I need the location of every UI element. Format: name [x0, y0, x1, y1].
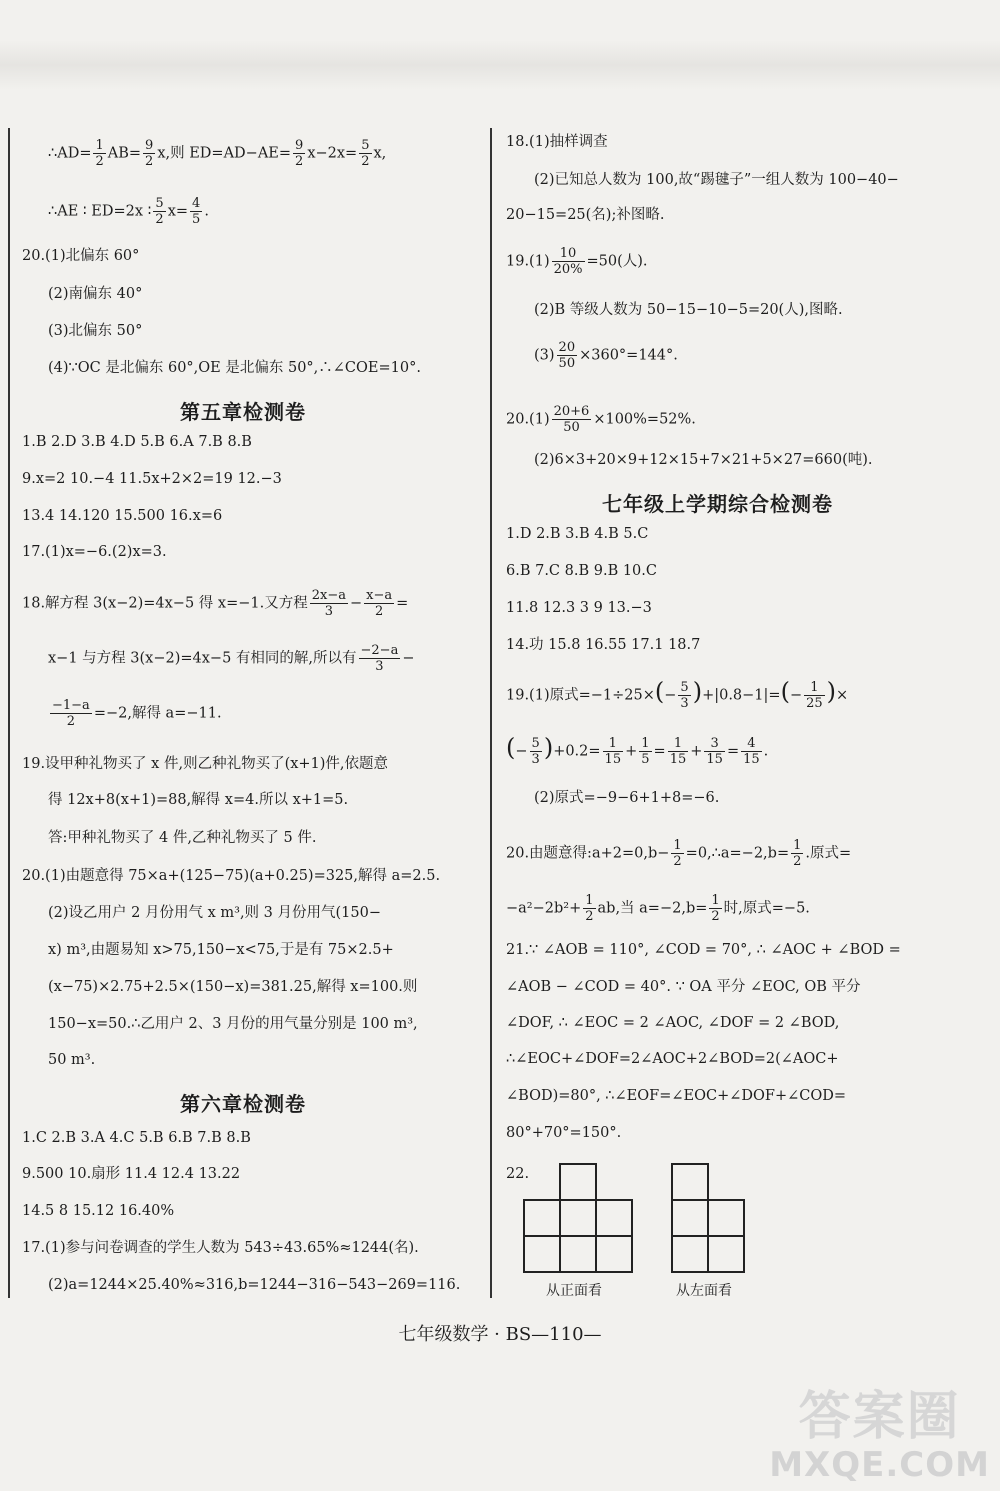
- c6-answers-1: 1.C 2.B 3.A 4.C 5.B 6.B 7.B 8.B: [22, 1130, 251, 1146]
- line-ae-ed-ratio: ∴AE ∶ ED=2x ∶ $\frac{5}{2}$ x= $\frac{4}{5}$ .: [48, 196, 209, 227]
- fraction: $\frac{5}{2}$: [155, 196, 164, 227]
- fraction: $\frac{1}{2}$: [793, 838, 802, 869]
- fraction: $\frac{20}{50}$: [558, 340, 576, 371]
- r19-line2: (2)B 等级人数为 50−15−10−5=20(人),图略.: [534, 302, 843, 318]
- front-view-caption: 从正面看: [546, 1283, 602, 1299]
- fraction: $\frac{-2-a}{3}$: [360, 643, 399, 674]
- fraction: $\frac{10}{20\%}$: [553, 246, 583, 277]
- fraction: $\frac{20+6}{50}$: [553, 404, 590, 435]
- c5-q19-line2: 得 12x+8(x+1)=88,解得 x=4.所以 x+1=5.: [48, 792, 349, 808]
- fraction: $\frac{9}{2}$: [145, 138, 154, 169]
- r19-line1: 19.(1) $\frac{10}{20\%}$ =50(人).: [506, 246, 648, 277]
- fraction: $\frac{1}{2}$: [673, 838, 682, 869]
- s21-line3: ∠DOF, ∴ ∠EOC = 2 ∠AOC, ∠DOF = 2 ∠BOD,: [506, 1015, 840, 1031]
- s20-line2: −a²−2b²+ $\frac{1}{2}$ ab,当 a=−2,b= $\frac{1}{2}$ 时,原式=−5.: [506, 893, 810, 924]
- c5-q20-line3: x) m³,由题易知 x>75,150−x<75,于是有 75×2.5+: [48, 942, 394, 958]
- cube-face: [560, 1164, 596, 1200]
- fraction: $\frac{1}{15}$: [604, 736, 622, 767]
- fraction: $\frac{9}{2}$: [295, 138, 304, 169]
- s20-line1: 20.由题意得:a+2=0,b− $\frac{1}{2}$ =0,∴a=−2,b= $\frac{1}{2}$ .原式=: [506, 838, 852, 869]
- fraction: $\frac{2x-a}{3}$: [311, 588, 346, 619]
- cube-face: [524, 1200, 560, 1236]
- chapter5-heading: 第五章检测卷: [180, 400, 306, 424]
- fraction: $\frac{1}{2}$: [711, 893, 720, 924]
- r20-line1: 20.(1) $\frac{20+6}{50}$ ×100%=52%.: [506, 404, 696, 435]
- fraction: $\frac{1}{5}$: [641, 736, 650, 767]
- fraction: $\frac{1}{15}$: [669, 736, 687, 767]
- c6-q17-line2: (2)a=1244×25.40%≈316,b=1244−316−543−269=116.: [48, 1277, 461, 1293]
- c5-q20-line1: 20.(1)由题意得 75×a+(125−75)(a+0.25)=325,解得 a=2.5.: [22, 868, 441, 884]
- column-divider: [490, 128, 492, 1298]
- c5-q20-line6: 50 m³.: [48, 1052, 96, 1068]
- fraction: $\frac{4}{15}$: [743, 736, 760, 767]
- c5-q20-line4: (x−75)×2.75+2.5×(150−x)=381.25,解得 x=100.则: [48, 979, 418, 995]
- s21-line4: ∴∠EOC+∠DOF=2∠AOC+2∠BOD=2(∠AOC+: [506, 1051, 839, 1067]
- fraction: $\frac{1}{2}$: [95, 138, 104, 169]
- s-answers-3: 11.8 12.3 3 9 13.−3: [506, 600, 652, 616]
- s21-line5: ∠BOD)=80°, ∴∠EOF=∠EOC+∠DOF+∠COD=: [506, 1088, 847, 1104]
- cube-face: [596, 1236, 632, 1272]
- fraction: $\frac{1}{25}$: [806, 680, 823, 711]
- cube-face: [672, 1164, 708, 1200]
- cube-face: [560, 1236, 596, 1272]
- chapter6-heading: 第六章检测卷: [180, 1092, 306, 1116]
- c5-q18-line3: $\frac{-1-a}{2}$ =−2,解得 a=−11.: [52, 698, 222, 729]
- cube-face: [708, 1200, 744, 1236]
- cube-face: [596, 1200, 632, 1236]
- page-footer: 七年级数学 · BS—110—: [398, 1324, 602, 1345]
- s19-line1: 19.(1)原式=−1÷25×(− $\frac{5}{3}$ )+|0.8−1|=(− $\frac{1}{25}$ )×: [506, 677, 849, 711]
- watermark-logo: [769, 1374, 990, 1485]
- watermark-main: 答案圈: [798, 1387, 961, 1447]
- fraction: $\frac{1}{2}$: [585, 893, 594, 924]
- c5-answers-1: 1.B 2.D 3.B 4.D 5.B 6.A 7.B 8.B: [22, 434, 252, 450]
- fraction: $\frac{4}{5}$: [192, 196, 201, 227]
- s21-line2: ∠AOB − ∠COD = 40°. ∵ OA 平分 ∠EOC, OB 平分: [506, 979, 861, 995]
- left-view-caption: 从左面看: [676, 1283, 732, 1299]
- cube-face: [672, 1200, 708, 1236]
- r18-line2: (2)已知总人数为 100,故“踢毽子”一组人数为 100−40−: [534, 172, 899, 188]
- c6-answers-2: 9.500 10.扇形 11.4 12.4 13.22: [22, 1166, 241, 1182]
- s22-label: 22.: [506, 1166, 530, 1182]
- s21-line1: 21.∵ ∠AOB = 110°, ∠COD = 70°, ∴ ∠AOC + ∠BOD =: [506, 942, 901, 958]
- cube-face: [560, 1200, 596, 1236]
- cube-face: [672, 1236, 708, 1272]
- c5-q20-line2: (2)设乙用户 2 月份用气 x m³,则 3 月份用气(150−: [48, 905, 381, 921]
- line-ad-ed: ∴AD= $\frac{1}{2}$ AB= $\frac{9}{2}$ x,则 ED=AD−AE= $\frac{9}{2}$ x−2x= $\frac{5}{2}$ x,: [48, 138, 387, 169]
- c6-q17-line1: 17.(1)参与问卷调查的学生人数为 543÷43.65%≈1244(名).: [22, 1240, 419, 1256]
- scan-shadow: [0, 40, 1000, 90]
- c5-q20-line5: 150−x=50.∴乙用户 2、3 月份的用气量分别是 100 m³,: [48, 1016, 418, 1032]
- s19-line3: (2)原式=−9−6+1+8=−6.: [534, 790, 720, 806]
- fraction: $\frac{5}{2}$: [361, 138, 370, 169]
- fraction: $\frac{x-a}{2}$: [366, 588, 393, 619]
- r19-line3: (3) $\frac{20}{50}$ ×360°=144°.: [534, 340, 678, 371]
- c5-q18-line2: x−1 与方程 3(x−2)=4x−5 有相同的解,所以有 $\frac{-2-a}{3}$ −: [48, 643, 415, 674]
- q20-3: (3)北偏东 50°: [48, 323, 143, 339]
- s19-line2: (− $\frac{5}{3}$ )+0.2= $\frac{1}{15}$ + $\frac{1}{5}$ = $\frac{1}{15}$ + $\frac{3}{15}$ = $\frac{4}{15}$ .: [506, 733, 769, 767]
- c5-q17: 17.(1)x=−6.(2)x=3.: [22, 544, 167, 560]
- c6-answers-3: 14.5 8 15.12 16.40%: [22, 1203, 175, 1219]
- fraction: $\frac{5}{3}$: [531, 736, 540, 767]
- watermark-url: MXQE.COM: [769, 1445, 990, 1485]
- s-answers-4: 14.功 15.8 16.55 17.1 18.7: [506, 637, 701, 653]
- cube-face: [524, 1236, 560, 1272]
- r18-line1: 18.(1)抽样调查: [506, 134, 608, 150]
- s-answers-1: 1.D 2.B 3.B 4.B 5.C: [506, 526, 649, 542]
- q20-4: (4)∵OC 是北偏东 60°,OE 是北偏东 50°,∴∠COE=10°.: [48, 360, 421, 376]
- r20-line2: (2)6×3+20×9+12×15+7×21+5×27=660(吨).: [534, 452, 873, 468]
- front-view-diagram: [522, 1162, 636, 1278]
- c5-q19-line1: 19.设甲种礼物买了 x 件,则乙种礼物买了(x+1)件,依题意: [22, 756, 389, 772]
- fraction: $\frac{-1-a}{2}$: [52, 698, 90, 729]
- fraction: $\frac{3}{15}$: [706, 736, 723, 767]
- fraction: $\frac{5}{3}$: [680, 680, 689, 711]
- r18-line3: 20−15=25(名);补图略.: [506, 207, 665, 223]
- semester-heading: 七年级上学期综合检测卷: [602, 492, 833, 516]
- c5-q19-line3: 答:甲种礼物买了 4 件,乙种礼物买了 5 件.: [48, 830, 317, 846]
- c5-answers-3: 13.4 14.120 15.500 16.x=6: [22, 508, 223, 524]
- cube-face: [708, 1236, 744, 1272]
- q20-1: 20.(1)北偏东 60°: [22, 248, 140, 264]
- s21-line6: 80°+70°=150°.: [506, 1125, 622, 1141]
- left-view-diagram: [670, 1162, 748, 1278]
- s-answers-2: 6.B 7.C 8.B 9.B 10.C: [506, 563, 657, 579]
- q20-2: (2)南偏东 40°: [48, 286, 143, 302]
- c5-q18-line1: 18.解方程 3(x−2)=4x−5 得 x=−1.又方程 $\frac{2x-a}{3}$ − $\frac{x-a}{2}$ =: [22, 588, 409, 619]
- c5-answers-2: 9.x=2 10.−4 11.5x+2×2=19 12.−3: [22, 471, 282, 487]
